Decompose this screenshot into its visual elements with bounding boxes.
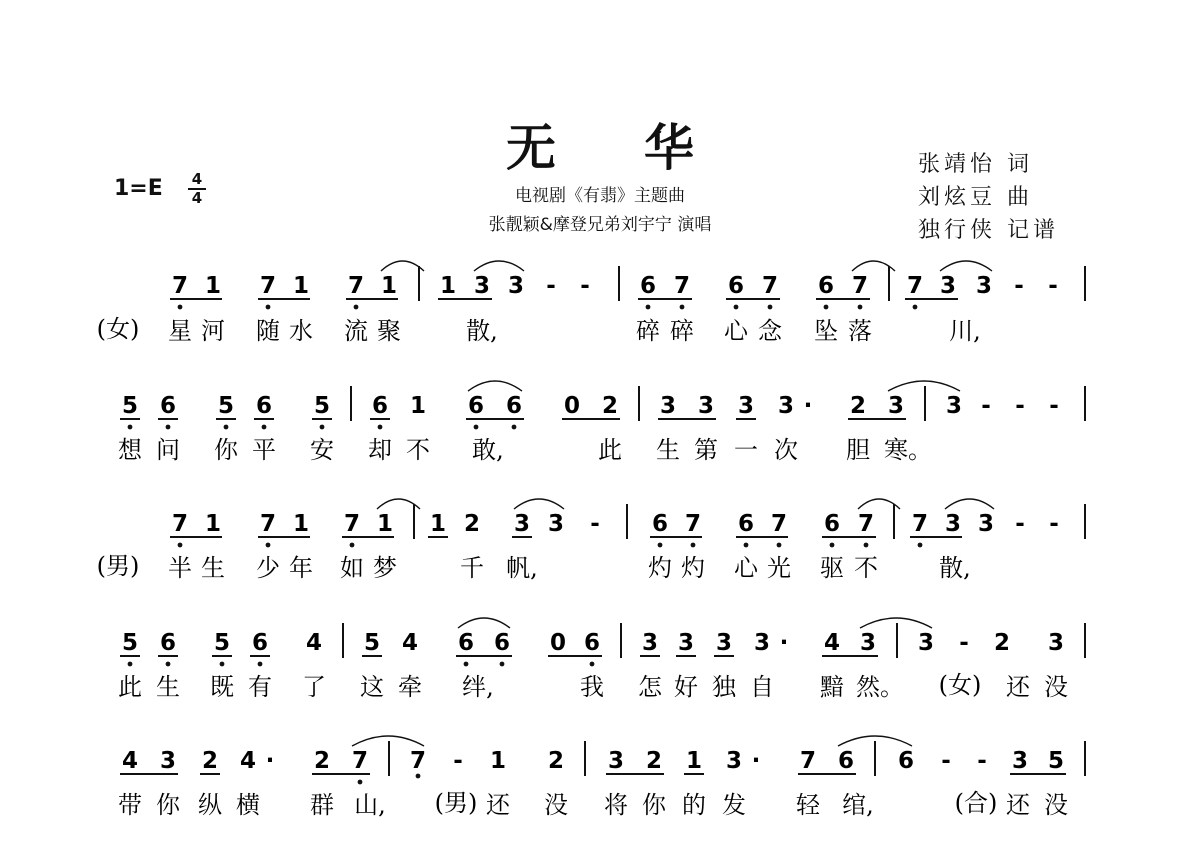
note: 6 <box>255 393 273 419</box>
note: · <box>751 748 761 774</box>
note: 6 <box>159 393 177 419</box>
note: 7 <box>409 748 427 774</box>
credit-transcriber: 独行侠 记谱 <box>918 218 1059 243</box>
note: 2 <box>547 748 565 774</box>
lyric-char: 还 <box>486 791 510 819</box>
note: 7 <box>171 273 189 299</box>
note: 7 <box>906 273 924 299</box>
lower-octave-dot <box>416 774 421 779</box>
lyric-char: 年 <box>289 554 313 582</box>
lyric-char: 横 <box>236 791 260 819</box>
note: 1 <box>429 511 447 537</box>
note: 3 <box>945 393 963 419</box>
note: 3 <box>725 748 743 774</box>
note: 6 <box>467 393 485 419</box>
lyric-char: 聚 <box>377 317 401 345</box>
note: 6 <box>505 393 523 419</box>
note: 3 <box>513 511 531 537</box>
note: · <box>265 748 275 774</box>
lyric-char: 寒。 <box>884 436 932 464</box>
note: 6 <box>493 630 511 656</box>
lyric-char: 有 <box>248 673 272 701</box>
lyric-char: 一 <box>734 436 758 464</box>
lyric-char: (男) <box>96 552 140 580</box>
note: 2 <box>463 511 481 537</box>
slur <box>940 261 992 271</box>
note: 5 <box>121 393 139 419</box>
lower-octave-dot <box>734 305 739 310</box>
note: - <box>981 393 991 419</box>
lyric-char: 纵 <box>198 791 222 819</box>
note: - <box>1049 511 1059 537</box>
lyric-char: 你 <box>214 436 238 464</box>
lyric-char: 绾, <box>842 791 874 819</box>
note: 3 <box>977 511 995 537</box>
lyric-char: 心 <box>724 317 748 345</box>
lower-octave-dot <box>128 662 133 667</box>
lyric-char: 群 <box>310 791 334 819</box>
lyric-char: 还 <box>1006 673 1030 701</box>
lyric-char: 还 <box>1006 791 1030 819</box>
lower-octave-dot <box>266 305 271 310</box>
note: 1 <box>489 748 507 774</box>
lower-octave-dot <box>350 543 355 548</box>
lyric-char: 绊, <box>462 673 494 701</box>
note: - <box>580 273 590 299</box>
lower-octave-dot <box>768 305 773 310</box>
lyric-char: 河 <box>201 317 225 345</box>
lyric-char: 独 <box>712 673 736 701</box>
note: 5 <box>363 630 381 656</box>
note: 1 <box>409 393 427 419</box>
note: 7 <box>343 511 361 537</box>
note: 7 <box>673 273 691 299</box>
lower-octave-dot <box>464 662 469 667</box>
note: 3 <box>939 273 957 299</box>
lower-octave-dot <box>646 305 651 310</box>
note: 3 <box>1047 630 1065 656</box>
lyric-char: 星 <box>168 317 192 345</box>
note: 3 <box>677 630 695 656</box>
lower-octave-dot <box>680 305 685 310</box>
note: - <box>590 511 600 537</box>
lower-octave-dot <box>266 543 271 548</box>
lyric-char: 生 <box>656 436 680 464</box>
lower-octave-dot <box>500 662 505 667</box>
lyric-char: 随 <box>256 317 280 345</box>
note: 6 <box>583 630 601 656</box>
lyric-char: 胆 <box>846 436 870 464</box>
note: 3 <box>917 630 935 656</box>
note: 1 <box>204 273 222 299</box>
lyric-char: (合) <box>954 789 998 817</box>
lyric-char: 你 <box>642 791 666 819</box>
lower-octave-dot <box>358 780 363 785</box>
lyric-char: 灼 <box>648 554 672 582</box>
note: 3 <box>547 511 565 537</box>
lyric-char: 怎 <box>638 673 662 701</box>
note: 3 <box>944 511 962 537</box>
lyric-char: 生 <box>156 673 180 701</box>
lyric-char: (男) <box>434 789 478 817</box>
lower-octave-dot <box>128 425 133 430</box>
note: 7 <box>911 511 929 537</box>
note: · <box>803 393 813 419</box>
note: - <box>1014 273 1024 299</box>
slur <box>468 381 522 391</box>
note: 1 <box>292 511 310 537</box>
key-signature: 1=E <box>114 176 163 201</box>
lyric-char: 没 <box>544 791 568 819</box>
lyric-char: 念 <box>758 317 782 345</box>
lyric-char: 心 <box>734 554 758 582</box>
lower-octave-dot <box>744 543 749 548</box>
lyric-char: 自 <box>750 673 774 701</box>
note: - <box>1015 511 1025 537</box>
lyric-char: 牵 <box>398 673 422 701</box>
note: · <box>779 630 789 656</box>
note: 7 <box>799 748 817 774</box>
lyric-char: 水 <box>289 317 313 345</box>
note: 2 <box>313 748 331 774</box>
note: 0 <box>549 630 567 656</box>
note: 3 <box>641 630 659 656</box>
note: 0 <box>563 393 581 419</box>
lyric-char: 问 <box>156 436 180 464</box>
note: 7 <box>259 273 277 299</box>
slur <box>514 499 564 509</box>
lyric-char: 的 <box>682 791 706 819</box>
note: 3 <box>737 393 755 419</box>
note: 2 <box>201 748 219 774</box>
lyric-char: 安 <box>310 436 334 464</box>
lyric-char: 想 <box>118 436 142 464</box>
note: 6 <box>251 630 269 656</box>
note: 6 <box>737 511 755 537</box>
lyric-char: 我 <box>580 673 604 701</box>
lyric-char: (女) <box>938 671 982 699</box>
note: 6 <box>817 273 835 299</box>
note: - <box>959 630 969 656</box>
note: 6 <box>897 748 915 774</box>
note: 3 <box>859 630 877 656</box>
note: 3 <box>697 393 715 419</box>
time-signature-bottom: 4 <box>191 189 203 207</box>
lyric-char: 如 <box>340 554 364 582</box>
lyric-char: 将 <box>604 791 628 819</box>
lower-octave-dot <box>320 425 325 430</box>
lyric-char: 梦 <box>373 554 397 582</box>
lyric-char: 千 <box>460 554 484 582</box>
note: 6 <box>371 393 389 419</box>
lyric-char: 没 <box>1044 791 1068 819</box>
lower-octave-dot <box>166 425 171 430</box>
note: 6 <box>727 273 745 299</box>
note: 5 <box>313 393 331 419</box>
note: 3 <box>753 630 771 656</box>
lower-octave-dot <box>474 425 479 430</box>
note: 3 <box>777 393 795 419</box>
note: 6 <box>837 748 855 774</box>
note: 7 <box>770 511 788 537</box>
note: 3 <box>1011 748 1029 774</box>
lyric-char: 碎 <box>670 317 694 345</box>
note: 4 <box>239 748 257 774</box>
lyric-char: 流 <box>344 317 368 345</box>
lyric-char: 帆, <box>506 554 538 582</box>
lyric-char: 这 <box>360 673 384 701</box>
note: 5 <box>1047 748 1065 774</box>
lyric-char: 灼 <box>681 554 705 582</box>
lower-octave-dot <box>918 543 923 548</box>
note: 5 <box>121 630 139 656</box>
lyric-char: 不 <box>854 554 878 582</box>
lower-octave-dot <box>262 425 267 430</box>
note: 1 <box>685 748 703 774</box>
lyric-char: 黯 <box>820 673 844 701</box>
note: 1 <box>204 511 222 537</box>
note: - <box>977 748 987 774</box>
note: 3 <box>715 630 733 656</box>
note: 7 <box>857 511 875 537</box>
note: 4 <box>121 748 139 774</box>
lower-octave-dot <box>220 662 225 667</box>
lyric-char: 光 <box>767 554 791 582</box>
note: 5 <box>213 630 231 656</box>
slur <box>474 261 524 271</box>
lower-octave-dot <box>830 543 835 548</box>
note: 3 <box>607 748 625 774</box>
lyric-char: 散, <box>466 317 498 345</box>
lyric-char: 此 <box>118 673 142 701</box>
lower-octave-dot <box>258 662 263 667</box>
lower-octave-dot <box>512 425 517 430</box>
lyric-char: (女) <box>96 315 140 343</box>
slur <box>458 618 510 628</box>
lyric-char: 散, <box>939 554 971 582</box>
note: 4 <box>823 630 841 656</box>
note: 1 <box>380 273 398 299</box>
lyric-char: 半 <box>168 554 192 582</box>
lyric-char: 山, <box>354 791 386 819</box>
lower-octave-dot <box>777 543 782 548</box>
lower-octave-dot <box>590 662 595 667</box>
note: 7 <box>347 273 365 299</box>
note: 7 <box>851 273 869 299</box>
note: - <box>1015 393 1025 419</box>
subtitle-performers: 张靓颖&摩登兄弟刘宇宁 演唱 <box>488 215 712 235</box>
note: 7 <box>684 511 702 537</box>
note: 3 <box>473 273 491 299</box>
lower-octave-dot <box>858 305 863 310</box>
note: 6 <box>457 630 475 656</box>
note: 6 <box>159 630 177 656</box>
lyric-char: 坠 <box>814 317 838 345</box>
note: 3 <box>507 273 525 299</box>
note: 3 <box>887 393 905 419</box>
lyric-char: 次 <box>774 436 798 464</box>
lyric-char: 碎 <box>636 317 660 345</box>
lyric-char: 轻 <box>796 791 820 819</box>
note: 6 <box>823 511 841 537</box>
lower-octave-dot <box>824 305 829 310</box>
credit-lyricist: 张靖怡 词 <box>918 152 1033 177</box>
lyric-char: 平 <box>252 436 276 464</box>
lyric-char: 你 <box>156 791 180 819</box>
lower-octave-dot <box>178 543 183 548</box>
note: 7 <box>761 273 779 299</box>
note: 3 <box>159 748 177 774</box>
note: 2 <box>849 393 867 419</box>
subtitle-drama: 电视剧《有翡》主题曲 <box>515 186 685 206</box>
lyric-char: 驱 <box>820 554 844 582</box>
lyric-char: 却 <box>368 436 392 464</box>
lyric-char: 发 <box>722 791 746 819</box>
note: 4 <box>401 630 419 656</box>
note: - <box>941 748 951 774</box>
note: 6 <box>651 511 669 537</box>
note: - <box>546 273 556 299</box>
note: 7 <box>259 511 277 537</box>
note: 1 <box>292 273 310 299</box>
lower-octave-dot <box>658 543 663 548</box>
note: 7 <box>351 748 369 774</box>
note: 3 <box>975 273 993 299</box>
lyric-char: 不 <box>406 436 430 464</box>
note: 2 <box>601 393 619 419</box>
lower-octave-dot <box>913 305 918 310</box>
lyric-char: 生 <box>201 554 225 582</box>
slur <box>945 499 994 509</box>
note: 1 <box>376 511 394 537</box>
note: - <box>1049 393 1059 419</box>
lyric-char: 然。 <box>856 673 904 701</box>
lower-octave-dot <box>354 305 359 310</box>
lower-octave-dot <box>178 305 183 310</box>
note: 5 <box>217 393 235 419</box>
lower-octave-dot <box>378 425 383 430</box>
slur <box>381 261 424 271</box>
credit-composer: 刘炫豆 曲 <box>918 185 1033 210</box>
lyric-char: 落 <box>848 317 872 345</box>
lower-octave-dot <box>691 543 696 548</box>
lower-octave-dot <box>166 662 171 667</box>
lyric-char: 少 <box>256 554 280 582</box>
lyric-char: 了 <box>302 673 326 701</box>
note: 6 <box>639 273 657 299</box>
lyric-char: 川, <box>949 317 981 345</box>
lyric-char: 没 <box>1044 673 1068 701</box>
note: 7 <box>171 511 189 537</box>
lyric-char: 既 <box>210 673 234 701</box>
lyric-char: 敢, <box>472 436 504 464</box>
lyric-char: 第 <box>694 436 718 464</box>
note: 2 <box>993 630 1011 656</box>
note: 1 <box>439 273 457 299</box>
lyric-char: 带 <box>118 791 142 819</box>
lyric-char: 好 <box>674 673 698 701</box>
lower-octave-dot <box>224 425 229 430</box>
page-title: 无华 <box>506 119 782 177</box>
lower-octave-dot <box>864 543 869 548</box>
note: - <box>1048 273 1058 299</box>
note: 3 <box>659 393 677 419</box>
note: 2 <box>645 748 663 774</box>
note: - <box>453 748 463 774</box>
time-signature-top: 4 <box>191 170 203 188</box>
note: 4 <box>305 630 323 656</box>
lyric-char: 此 <box>598 436 622 464</box>
